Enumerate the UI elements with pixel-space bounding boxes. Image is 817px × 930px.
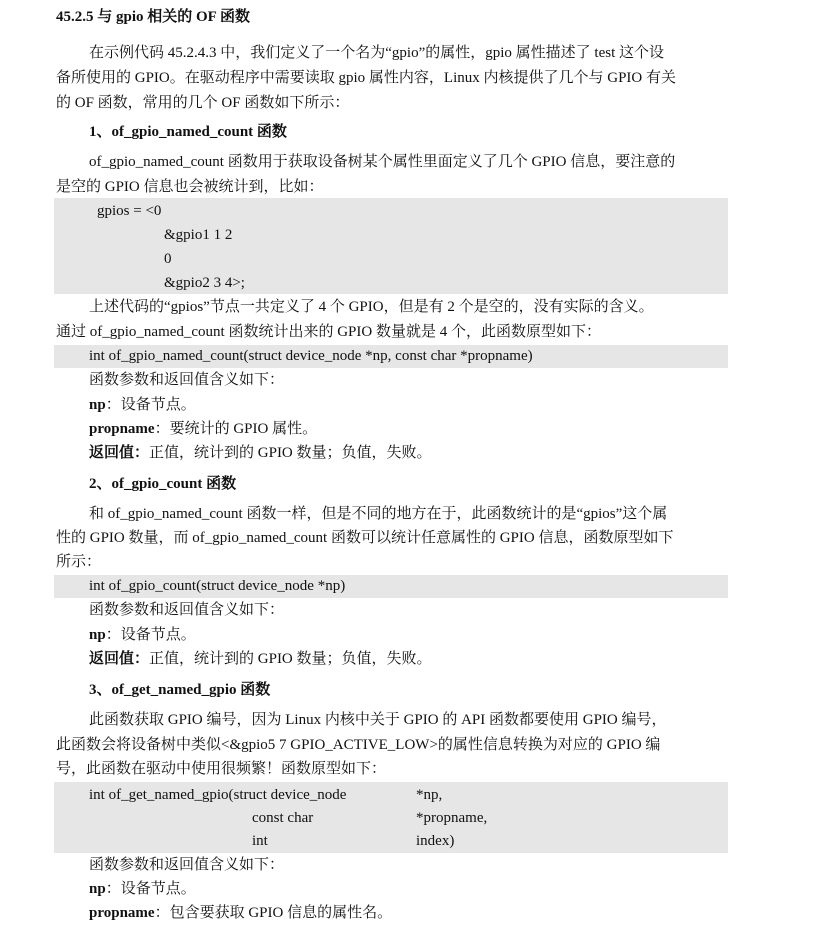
code-line: const char — [252, 810, 314, 826]
f3-params-intro: 函数参数和返回值含义如下： — [89, 857, 285, 873]
intro-line-1: 在示例代码 45.2.4.3 中，我们定义了一个名为“gpio”的属性，gpio 属性描述了 test 这个设 — [89, 45, 664, 61]
param-name: propname — [89, 905, 155, 921]
section-title: 45.2.5 与 gpio 相关的 OF 函数 — [56, 9, 251, 25]
param-name: np — [89, 397, 106, 413]
f2-param-np — [89, 624, 196, 646]
f3-prototype-code-block — [54, 782, 728, 853]
param-desc: ：包含要获取 GPIO 信息的属性名。 — [154, 905, 393, 921]
f3-heading: 3、of_get_named_gpio 函数 — [89, 682, 271, 698]
return-desc: 正值，统计到的 GPIO 数量；负值，失败。 — [149, 651, 432, 667]
code-line: 0 — [164, 251, 172, 267]
f2-desc-line-1: 和 of_gpio_named_count 函数一样，但是不同的地方在于，此函数统计的是“gpios”这个属 — [89, 506, 668, 522]
f2-params-intro: 函数参数和返回值含义如下： — [89, 602, 285, 618]
code-line: int of_get_named_gpio(struct device_node — [89, 787, 347, 803]
return-label: 返回值： — [89, 651, 150, 667]
code-line: int — [252, 833, 268, 849]
f3-param-propname — [89, 902, 392, 924]
f1-example-code-block — [54, 198, 728, 294]
f1-desc-line-2: 是空的 GPIO 信息也会被统计到，比如： — [56, 179, 324, 195]
param-desc: ：要统计的 GPIO 属性。 — [154, 421, 318, 437]
f3-param-np — [89, 878, 196, 900]
f2-desc-line-2: 性的 GPIO 数量，而 of_gpio_named_count 函数可以统计任意属性的 GPIO 信息，函数原型如下 — [56, 530, 674, 546]
f1-after-line-1: 上述代码的“gpios”节点一共定义了 4 个 GPIO，但是有 2 个是空的，没有实际的含义。 — [89, 299, 654, 315]
param-name: propname — [89, 421, 155, 437]
param-desc: ：设备节点。 — [105, 627, 196, 643]
f2-desc-line-3: 所示： — [56, 554, 102, 570]
f2-heading: 2、of_gpio_count 函数 — [89, 476, 237, 492]
f2-prototype-code-block — [54, 575, 728, 598]
code-line: *propname, — [416, 810, 488, 826]
code-line: int of_gpio_named_count(struct device_node *np, const char *propname) — [89, 348, 533, 364]
return-desc: 正值，统计到的 GPIO 数量；负值，失败。 — [149, 445, 432, 461]
code-line: *np, — [416, 787, 443, 803]
code-line: gpios = <0 — [97, 203, 162, 219]
code-line: &gpio2 3 4>; — [164, 275, 245, 291]
intro-line-3: 的 OF 函数，常用的几个 OF 函数如下所示： — [56, 95, 350, 111]
intro-line-2: 备所使用的 GPIO。在驱动程序中需要读取 gpio 属性内容，Linux 内核提供了几个与 GPIO 有关 — [56, 70, 677, 86]
f1-heading: 1、of_gpio_named_count 函数 — [89, 124, 287, 140]
f2-return-value — [89, 648, 432, 670]
f1-prototype-code-block — [54, 345, 728, 368]
param-desc: ：设备节点。 — [105, 881, 196, 897]
return-label: 返回值： — [89, 445, 150, 461]
f1-param-propname — [89, 418, 317, 440]
param-name: np — [89, 881, 106, 897]
param-desc: ：设备节点。 — [105, 397, 196, 413]
f1-param-np — [89, 394, 196, 416]
f1-return-value — [89, 442, 432, 464]
code-line: index) — [416, 833, 455, 849]
f1-params-intro: 函数参数和返回值含义如下： — [89, 372, 285, 388]
f1-after-line-2: 通过 of_gpio_named_count 函数统计出来的 GPIO 数量就是 4 个，此函数原型如下： — [56, 324, 601, 340]
f3-desc-line-1: 此函数获取 GPIO 编号，因为 Linux 内核中关于 GPIO 的 API 函数都要使用 GPIO 编号， — [89, 712, 667, 728]
f3-desc-line-3: 号，此函数在驱动中使用很频繁！函数原型如下： — [56, 761, 387, 777]
f3-desc-line-2: 此函数会将设备树中类似<&gpio5 7 GPIO_ACTIVE_LOW>的属性信息转换为对应的 GPIO 编 — [56, 737, 661, 753]
param-name: np — [89, 627, 106, 643]
code-line: &gpio1 1 2 — [164, 227, 233, 243]
code-line: int of_gpio_count(struct device_node *np) — [89, 578, 346, 594]
f1-desc-line-1: of_gpio_named_count 函数用于获取设备树某个属性里面定义了几个 GPIO 信息，要注意的 — [89, 154, 676, 170]
